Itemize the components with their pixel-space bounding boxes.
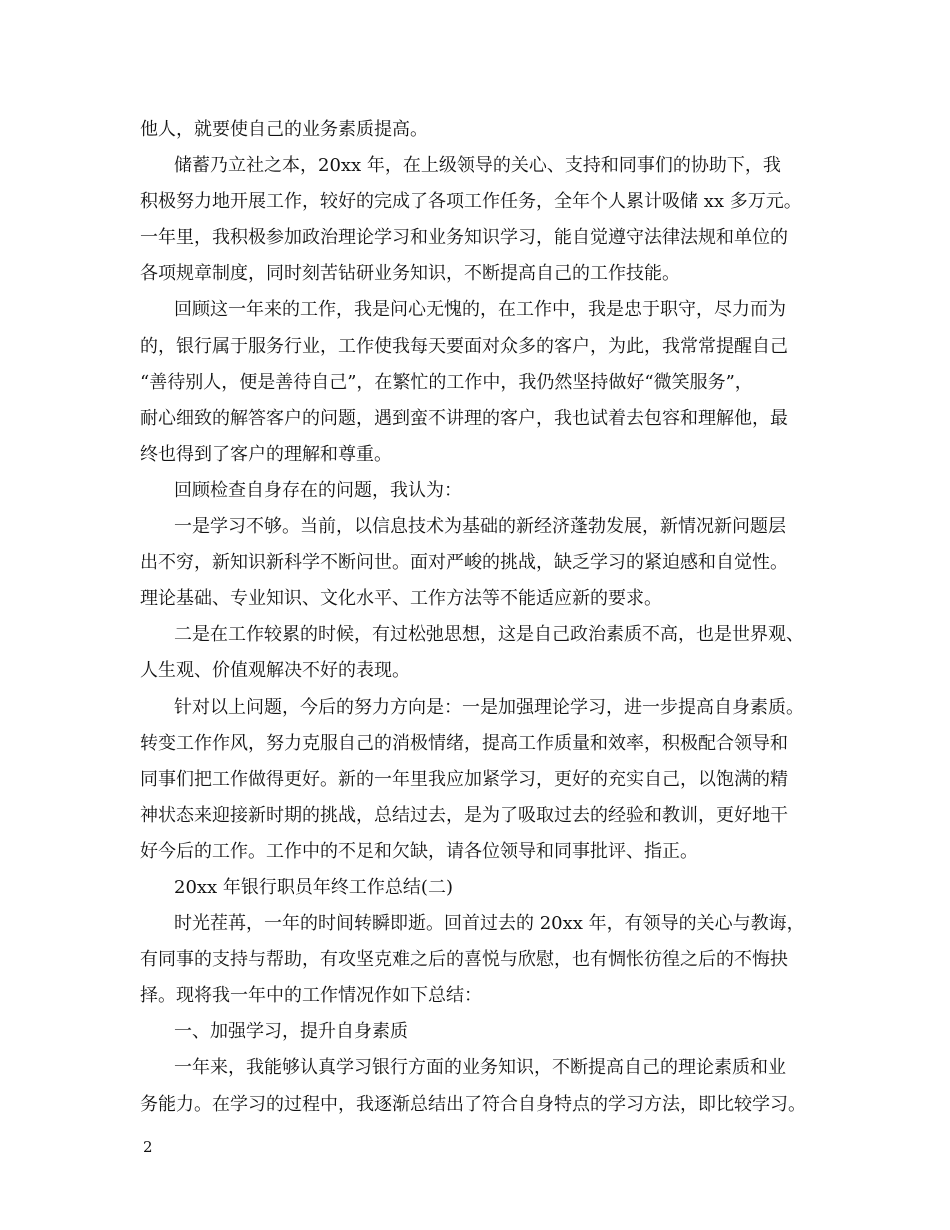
text-line: 人生观、价值观解决不好的表现。	[140, 660, 410, 682]
text-line: 的，银行属于服务行业，工作使我每天要面对众多的客户，为此，我常常提醒自己	[140, 335, 788, 357]
text-line: 终也得到了客户的理解和尊重。	[140, 443, 392, 465]
text-line: 有同事的支持与帮助，有攻坚克难之后的喜悦与欣慰，也有惆怅彷徨之后的不悔抉	[140, 949, 788, 971]
text-line: 耐心细致的解答客户的问题，遇到蛮不讲理的客户，我也试着去包容和理解他，最	[140, 407, 788, 429]
text-line: 回顾检查自身存在的问题，我认为：	[174, 479, 462, 501]
text-line: 储蓄乃立社之本，20xx 年，在上级领导的关心、支持和同事们的协助下，我	[174, 155, 781, 177]
text-line: 20xx 年银行职员年终工作总结(二)	[174, 876, 453, 898]
text-line: 同事们把工作做得更好。新的一年里我应加紧学习，更好的充实自己，以饱满的精	[140, 768, 788, 790]
text-line: 出不穷，新知识新科学不断问世。面对严峻的挑战，缺乏学习的紧迫感和自觉性。	[140, 552, 788, 574]
text-line: 一、加强学习，提升自身素质	[174, 1021, 408, 1043]
text-line: 转变工作作风，努力克服自己的消极情绪，提高工作质量和效率，积极配合领导和	[140, 732, 788, 754]
text-line: “善待别人，便是善待自己”，在繁忙的工作中，我仍然坚持做好“微笑服务”，	[140, 371, 753, 393]
text-line: 神状态来迎接新时期的挑战，总结过去，是为了吸取过去的经验和教训，更好地干	[140, 804, 788, 826]
text-line: 择。现将我一年中的工作情况作如下总结：	[140, 985, 482, 1007]
text-line: 各项规章制度，同时刻苦钻研业务知识，不断提高自己的工作技能。	[140, 263, 680, 285]
text-line: 针对以上问题，今后的努力方向是：一是加强理论学习，进一步提高自身素质。	[174, 696, 804, 718]
text-line: 时光茬苒，一年的时间转瞬即逝。回首过去的 20xx 年，有领导的关心与教诲，	[174, 913, 805, 935]
text-line: 理论基础、专业知识、文化水平、工作方法等不能适应新的要求。	[140, 588, 662, 610]
text-line: 回顾这一年来的工作，我是问心无愧的，在工作中，我是忠于职守，尽力而为	[174, 299, 786, 321]
page-number: 2	[143, 1138, 153, 1156]
text-line: 一年来，我能够认真学习银行方面的业务知识，不断提高自己的理论素质和业	[174, 1057, 786, 1079]
text-line: 他人，就要使自己的业务素质提高。	[140, 119, 428, 140]
text-line: 务能力。在学习的过程中，我逐渐总结出了符合自身特点的学习方法，即比较学习。	[140, 1093, 806, 1115]
text-line: 一年里，我积极参加政治理论学习和业务知识学习，能自觉遵守法律法规和单位的	[140, 227, 788, 249]
text-line: 好今后的工作。工作中的不足和欠缺，请各位领导和同事批评、指正。	[140, 840, 698, 862]
text-line: 一是学习不够。当前，以信息技术为基础的新经济蓬勃发展，新情况新问题层	[174, 516, 786, 538]
document-body	[140, 112, 830, 1123]
text-line: 积极努力地开展工作，较好的完成了各项工作任务，全年个人累计吸储 xx 多万元。	[140, 191, 802, 213]
text-line: 二是在工作较累的时候，有过松弛思想，这是自己政治素质不高，也是世界观、	[174, 624, 804, 646]
